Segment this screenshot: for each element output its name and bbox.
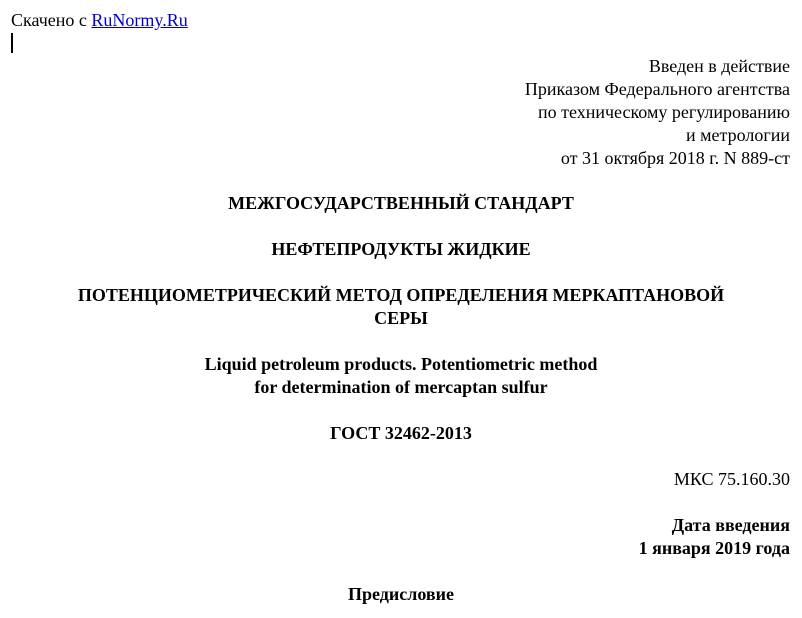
enactment-line: по техническому регулированию bbox=[537, 102, 790, 122]
enactment-block bbox=[525, 55, 790, 170]
gost-number: ГОСТ 32462-2013 bbox=[330, 423, 472, 443]
mks-code: МКС 75.160.30 bbox=[673, 469, 790, 489]
intro-date-value: 1 января 2019 года bbox=[638, 538, 790, 558]
enactment-line: от 31 октября 2018 г. N 889-ст bbox=[560, 148, 790, 168]
method-heading bbox=[0, 284, 802, 330]
intro-date-label: Дата введения bbox=[671, 515, 790, 535]
method-heading-line: ПОТЕНЦИОМЕТРИЧЕСКИЙ МЕТОД ОПРЕДЕЛЕНИЯ МЕРКАПТАНОВОЙ bbox=[77, 285, 725, 305]
english-title bbox=[0, 353, 802, 399]
source-line bbox=[11, 9, 188, 31]
source-link[interactable]: RuNormy.Ru bbox=[91, 10, 188, 30]
product-heading: НЕФТЕПРОДУКТЫ ЖИДКИЕ bbox=[271, 239, 531, 259]
preface-heading: Предисловие bbox=[348, 584, 454, 604]
standard-type-heading: МЕЖГОСУДАРСТВЕННЫЙ СТАНДАРТ bbox=[228, 193, 574, 213]
enactment-line: Приказом Федерального агентства bbox=[524, 79, 790, 99]
method-heading-line: СЕРЫ bbox=[374, 308, 428, 328]
enactment-line: и метрологии bbox=[686, 125, 790, 145]
english-title-line: Liquid petroleum products. Potentiometric method bbox=[204, 354, 598, 374]
intro-date-block bbox=[639, 514, 790, 560]
text-cursor bbox=[11, 33, 13, 53]
enactment-line: Введен в действие bbox=[648, 56, 790, 76]
source-prefix: Скачено с bbox=[11, 10, 87, 30]
english-title-line: for determination of mercaptan sulfur bbox=[254, 377, 548, 397]
